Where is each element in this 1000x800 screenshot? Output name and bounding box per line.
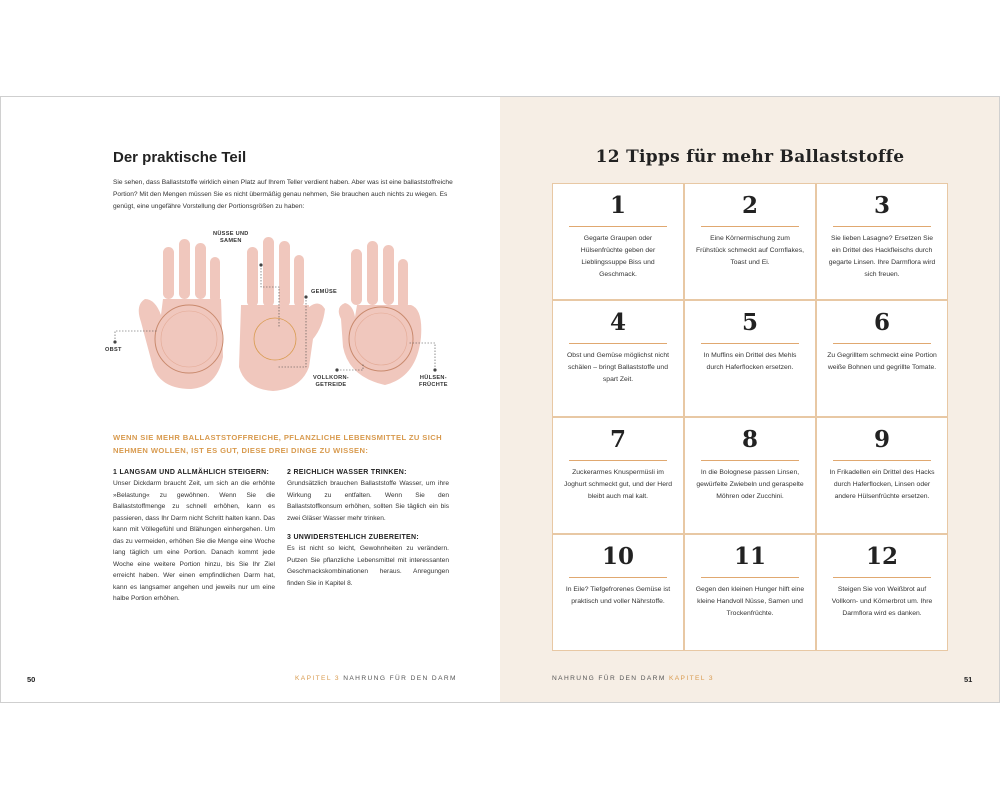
tips-title: 12 Tipps für mehr Ballaststoffe xyxy=(595,147,905,167)
tip-divider xyxy=(833,343,931,344)
label-vegetables: GEMÜSE xyxy=(311,289,338,295)
tip-text: In die Bolognese passen Linsen, gewürfelte Zwiebeln und geraspelte Möhren oder Zucchini. xyxy=(696,469,804,500)
portion-hands-diagram xyxy=(101,227,471,402)
tip-divider xyxy=(569,226,667,227)
tip-text: Gegarte Graupen oder Hülsenfrüchte geben der Lieblingssuppe Biss und Geschmack. xyxy=(580,235,656,278)
label-whole-grain: VOLLKORN- GETREIDE xyxy=(313,375,349,388)
emphasis-heading: WENN SIE MEHR BALLASTSTOFFREICHE, PFLANZLICHE LEBENSMITTEL ZU SICH NEHMEN WOLLEN, IST ES GUT, DIESE DREI DINGE ZU WISSEN: xyxy=(113,433,443,455)
tip-card xyxy=(685,418,815,533)
tip-number: 6 xyxy=(873,309,890,336)
footer-chapter: KAPITEL 3 xyxy=(295,675,340,682)
tip1-heading: 1 LANGSAM UND ALLMÄHLICH STEIGERN: xyxy=(113,469,270,476)
page-number-left: 50 xyxy=(27,675,36,684)
hand-fruit-icon xyxy=(139,239,223,389)
tip-card xyxy=(817,535,947,650)
tip-divider xyxy=(569,343,667,344)
tip-divider xyxy=(701,226,799,227)
tips-grid xyxy=(552,183,948,651)
intro-paragraph: Sie sehen, dass Ballaststoffe wirklich einen Platz auf Ihrem Teller verdient haben. Aber was ist eine ballaststoffreiche Portion? Mit den Mengen müssen Sie es nicht übermäßig genau nehmen, Sie brauchen auch nichts zu wiegen. Es genügt, eine ungefähre Vorstellung der Portionsgrößen zu haben: xyxy=(113,179,453,210)
tip-card xyxy=(553,184,683,299)
tip-number: 12 xyxy=(865,543,898,570)
tip-text: In Eile? Tiefgefrorenes Gemüse ist praktisch und voller Nährstoffe. xyxy=(565,586,671,605)
footer-right xyxy=(552,675,714,682)
tip-divider xyxy=(833,226,931,227)
tip-number: 8 xyxy=(741,426,758,453)
footer-left xyxy=(295,675,457,682)
tip-text: Sie lieben Lasagne? Ersetzen Sie ein Drittel des Hackfleischs durch gegarte Linsen. Ihre Darmflora wird sich freuen. xyxy=(828,235,936,278)
column-left xyxy=(113,467,275,605)
tip-text: In Frikadellen ein Drittel des Hacks durch Haferflocken, Linsen oder andere Hülsenfrüchte ersetzen. xyxy=(829,469,935,500)
tip-number: 11 xyxy=(733,543,766,570)
tip-text: In Muffins ein Drittel des Mehls durch Haferflocken ersetzen. xyxy=(703,352,797,371)
tip-divider xyxy=(569,577,667,578)
label-fruit: OBST xyxy=(105,347,122,353)
tip-card xyxy=(817,418,947,533)
left-page xyxy=(0,97,500,702)
label-nuts-seeds: NÜSSE UND SAMEN xyxy=(213,231,249,244)
page-title: Der praktische Teil xyxy=(113,149,247,166)
tip-card xyxy=(685,184,815,299)
label-legumes: HÜLSEN- FRÜCHTE xyxy=(419,375,448,388)
footer-title: NAHRUNG FÜR DEN DARM xyxy=(552,675,666,682)
hand-vegetables-icon xyxy=(239,237,325,391)
footer-chapter: KAPITEL 3 xyxy=(668,675,714,682)
hands-illustration xyxy=(101,227,471,402)
tip-divider xyxy=(833,460,931,461)
tip-card xyxy=(553,535,683,650)
tip-number: 4 xyxy=(609,309,626,336)
tip-card xyxy=(553,301,683,416)
column-right xyxy=(287,467,449,589)
tip-number: 2 xyxy=(741,192,758,219)
book-spread xyxy=(0,96,1000,703)
footer-title: NAHRUNG FÜR DEN DARM xyxy=(343,675,457,682)
tip-card xyxy=(685,301,815,416)
tip-number: 10 xyxy=(601,543,634,570)
tip-divider xyxy=(701,577,799,578)
tip-card xyxy=(817,301,947,416)
tip3-heading: 3 UNWIDERSTEHLICH ZUBEREITEN: xyxy=(287,534,419,541)
tip-card xyxy=(685,535,815,650)
tip-text: Obst und Gemüse möglichst nicht schälen – bringt Ballaststoffe und spart Zeit. xyxy=(567,352,669,383)
tip-text: Steigen Sie von Weißbrot auf Vollkorn- und Körnerbrot um. Ihre Darmflora wird es danken. xyxy=(831,586,933,617)
tip-divider xyxy=(701,460,799,461)
page-number-right: 51 xyxy=(964,675,973,684)
tip-card xyxy=(553,418,683,533)
tip-number: 9 xyxy=(873,426,890,453)
tip-divider xyxy=(569,460,667,461)
tip-text: Zuckerarmes Knuspermüsli im Joghurt schmeckt gut, und der Herd bleibt auch mal kalt. xyxy=(563,469,673,500)
tip-number: 7 xyxy=(609,426,626,453)
tip-number: 1 xyxy=(609,192,626,219)
tip1-text: Unser Dickdarm braucht Zeit, um sich an die erhöhte »Belastung« zu gewöhnen. Wenn Sie die Ballaststoffmenge zu schnell erhöhen, kann es passieren, dass Ihr Darm nicht Schritt halten kann. Das kann mit Völlegefühl und Blähungen einhergehen. Um das zu vermeiden, erhöhen Sie die Menge eine Woche lang täglich um eine Portion. Danach kommt jede Woche eine weitere Portion hinzu, bis Sie Ihr Ziel erreicht haben. Wer einen empfindlichen Darm hat, kann es langsamer angehen und jeweils nur um eine halbe Portion erhöhen. xyxy=(113,480,275,602)
tip-number: 5 xyxy=(741,309,758,336)
tip-number: 3 xyxy=(873,192,890,219)
tip2-text: Grundsätzlich brauchen Ballaststoffe Wasser, um ihre Wirkung zu entfalten. Wenn Sie den Ballaststoffkonsum erhöhen, sollten Sie täglich ein bis zwei Gläser Wasser mehr trinken. xyxy=(287,480,449,522)
right-page xyxy=(500,97,1000,702)
tip3-text: Es ist nicht so leicht, Gewohnheiten zu verändern. Putzen Sie pflanzliche Lebensmittel mit interessanten Geschmackskombinationen heraus. Anregungen finden Sie in Kapitel 8. xyxy=(287,545,449,587)
tip-card xyxy=(817,184,947,299)
tip-text: Gegen den kleinen Hunger hilft eine kleine Handvoll Nüsse, Samen und Trockenfrüchte. xyxy=(695,586,805,617)
tip-text: Zu Gegrilltem schmeckt eine Portion weiße Bohnen und gegrillte Tomate. xyxy=(827,352,937,371)
tip-divider xyxy=(833,577,931,578)
tip2-heading: 2 REICHLICH WASSER TRINKEN: xyxy=(287,469,407,476)
tip-divider xyxy=(701,343,799,344)
tip-text: Eine Körnermischung zum Frühstück schmeckt auf Cornflakes, Toast und Ei. xyxy=(695,235,805,266)
